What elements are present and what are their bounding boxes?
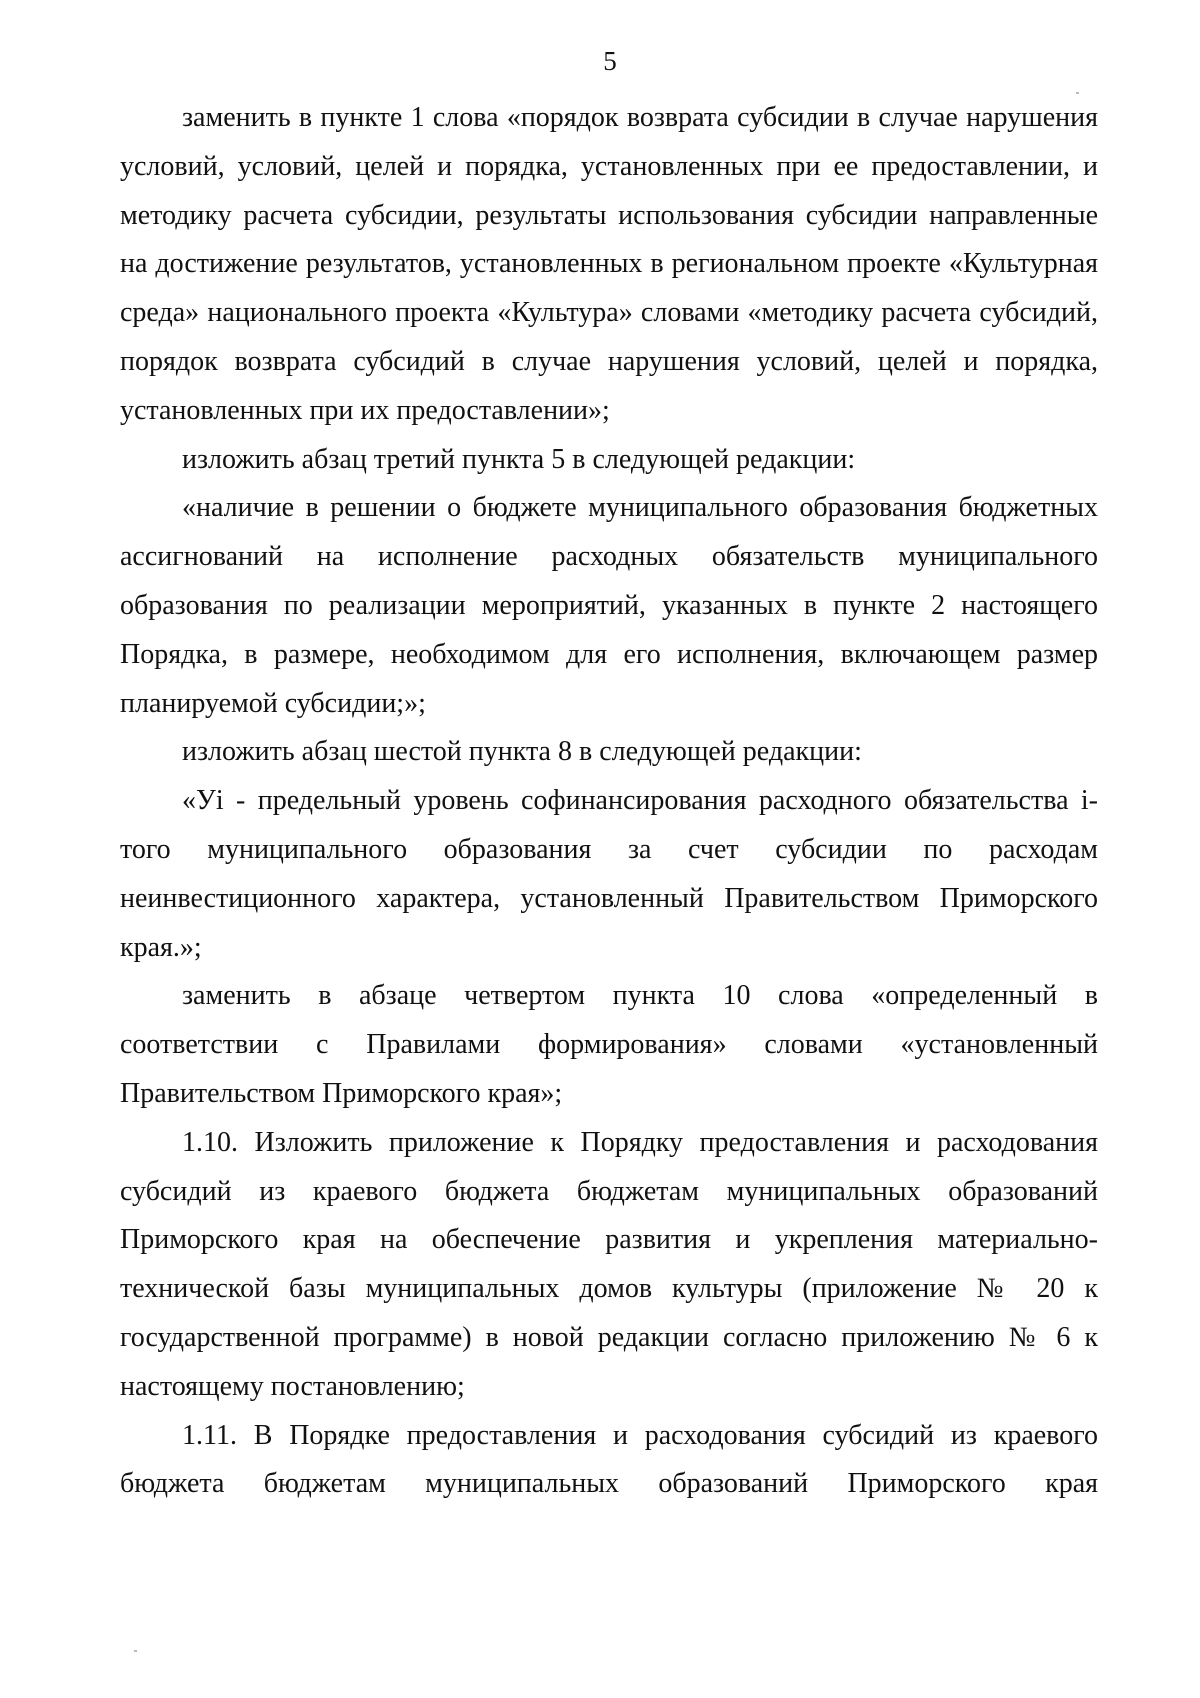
paragraph-amend-item-5-intro: изложить абзац третий пункта 5 в следующей редакции: [182,443,856,475]
paragraph-item-8-new-text: «Уi - предельный уровень софинансирования расходного обязательства i-того муниципального образования за счет субсидии по расходам неинвестиционного характера, установленный Правительством Приморского края.»; [120,785,1098,963]
paragraph-item-5-new-text: «наличие в решении о бюджете муниципального образования бюджетных ассигнований на исполнение расходных обязательств муниципального образования по реализации мероприятий, указанных в пункте 2 настоящего Порядка, в размере, необходимом для его исполнения, включающем размер планируемой субсидии;»; [120,492,1098,719]
paragraph-replace-words-item-10: заменить в абзаце четвертом пункта 10 слова «определенный в соответствии с Правилами формирования» словами «установленный Правительством Приморского края»; [120,980,1098,1109]
paragraph-clause-1-11: 1.11. В Порядке предоставления и расходования субсидий из краевого бюджета бюджетам муниципальных образований Приморского края [120,1419,1098,1500]
scan-speck [134,1650,137,1652]
document-body [120,94,1098,1509]
paragraph-amend-item-8-intro: изложить абзац шестой пункта 8 в следующей редакции: [182,736,862,768]
paragraph-clause-1-10: 1.10. Изложить приложение к Порядку предоставления и расходования субсидий из краевого бюджета бюджетам муниципальных образований Приморского края на обеспечение развития и укрепления материально-технической базы муниципальных домов культуры (приложение № 20 к государственной программе) в новой редакции согласно приложению № 6 к настоящему постановлению; [120,1126,1098,1402]
page-number: 5 [603,46,617,76]
paragraph-replace-words-item-1: заменить в пункте 1 слова «порядок возврата субсидии в случае нарушения условий, условий, целей и порядка, установленных при ее предоставлении, и методику расчета субсидии, результаты использования субсидии направленные на достижение результатов, установленных в региональном проекте «Культурная среда» национального проекта «Культура» словами «методику расчета субсидий, порядок возврата субсидий в случае нарушения условий, целей и порядка, установленных при их предоставлении»; [120,102,1098,426]
scan-speck [1076,92,1079,94]
